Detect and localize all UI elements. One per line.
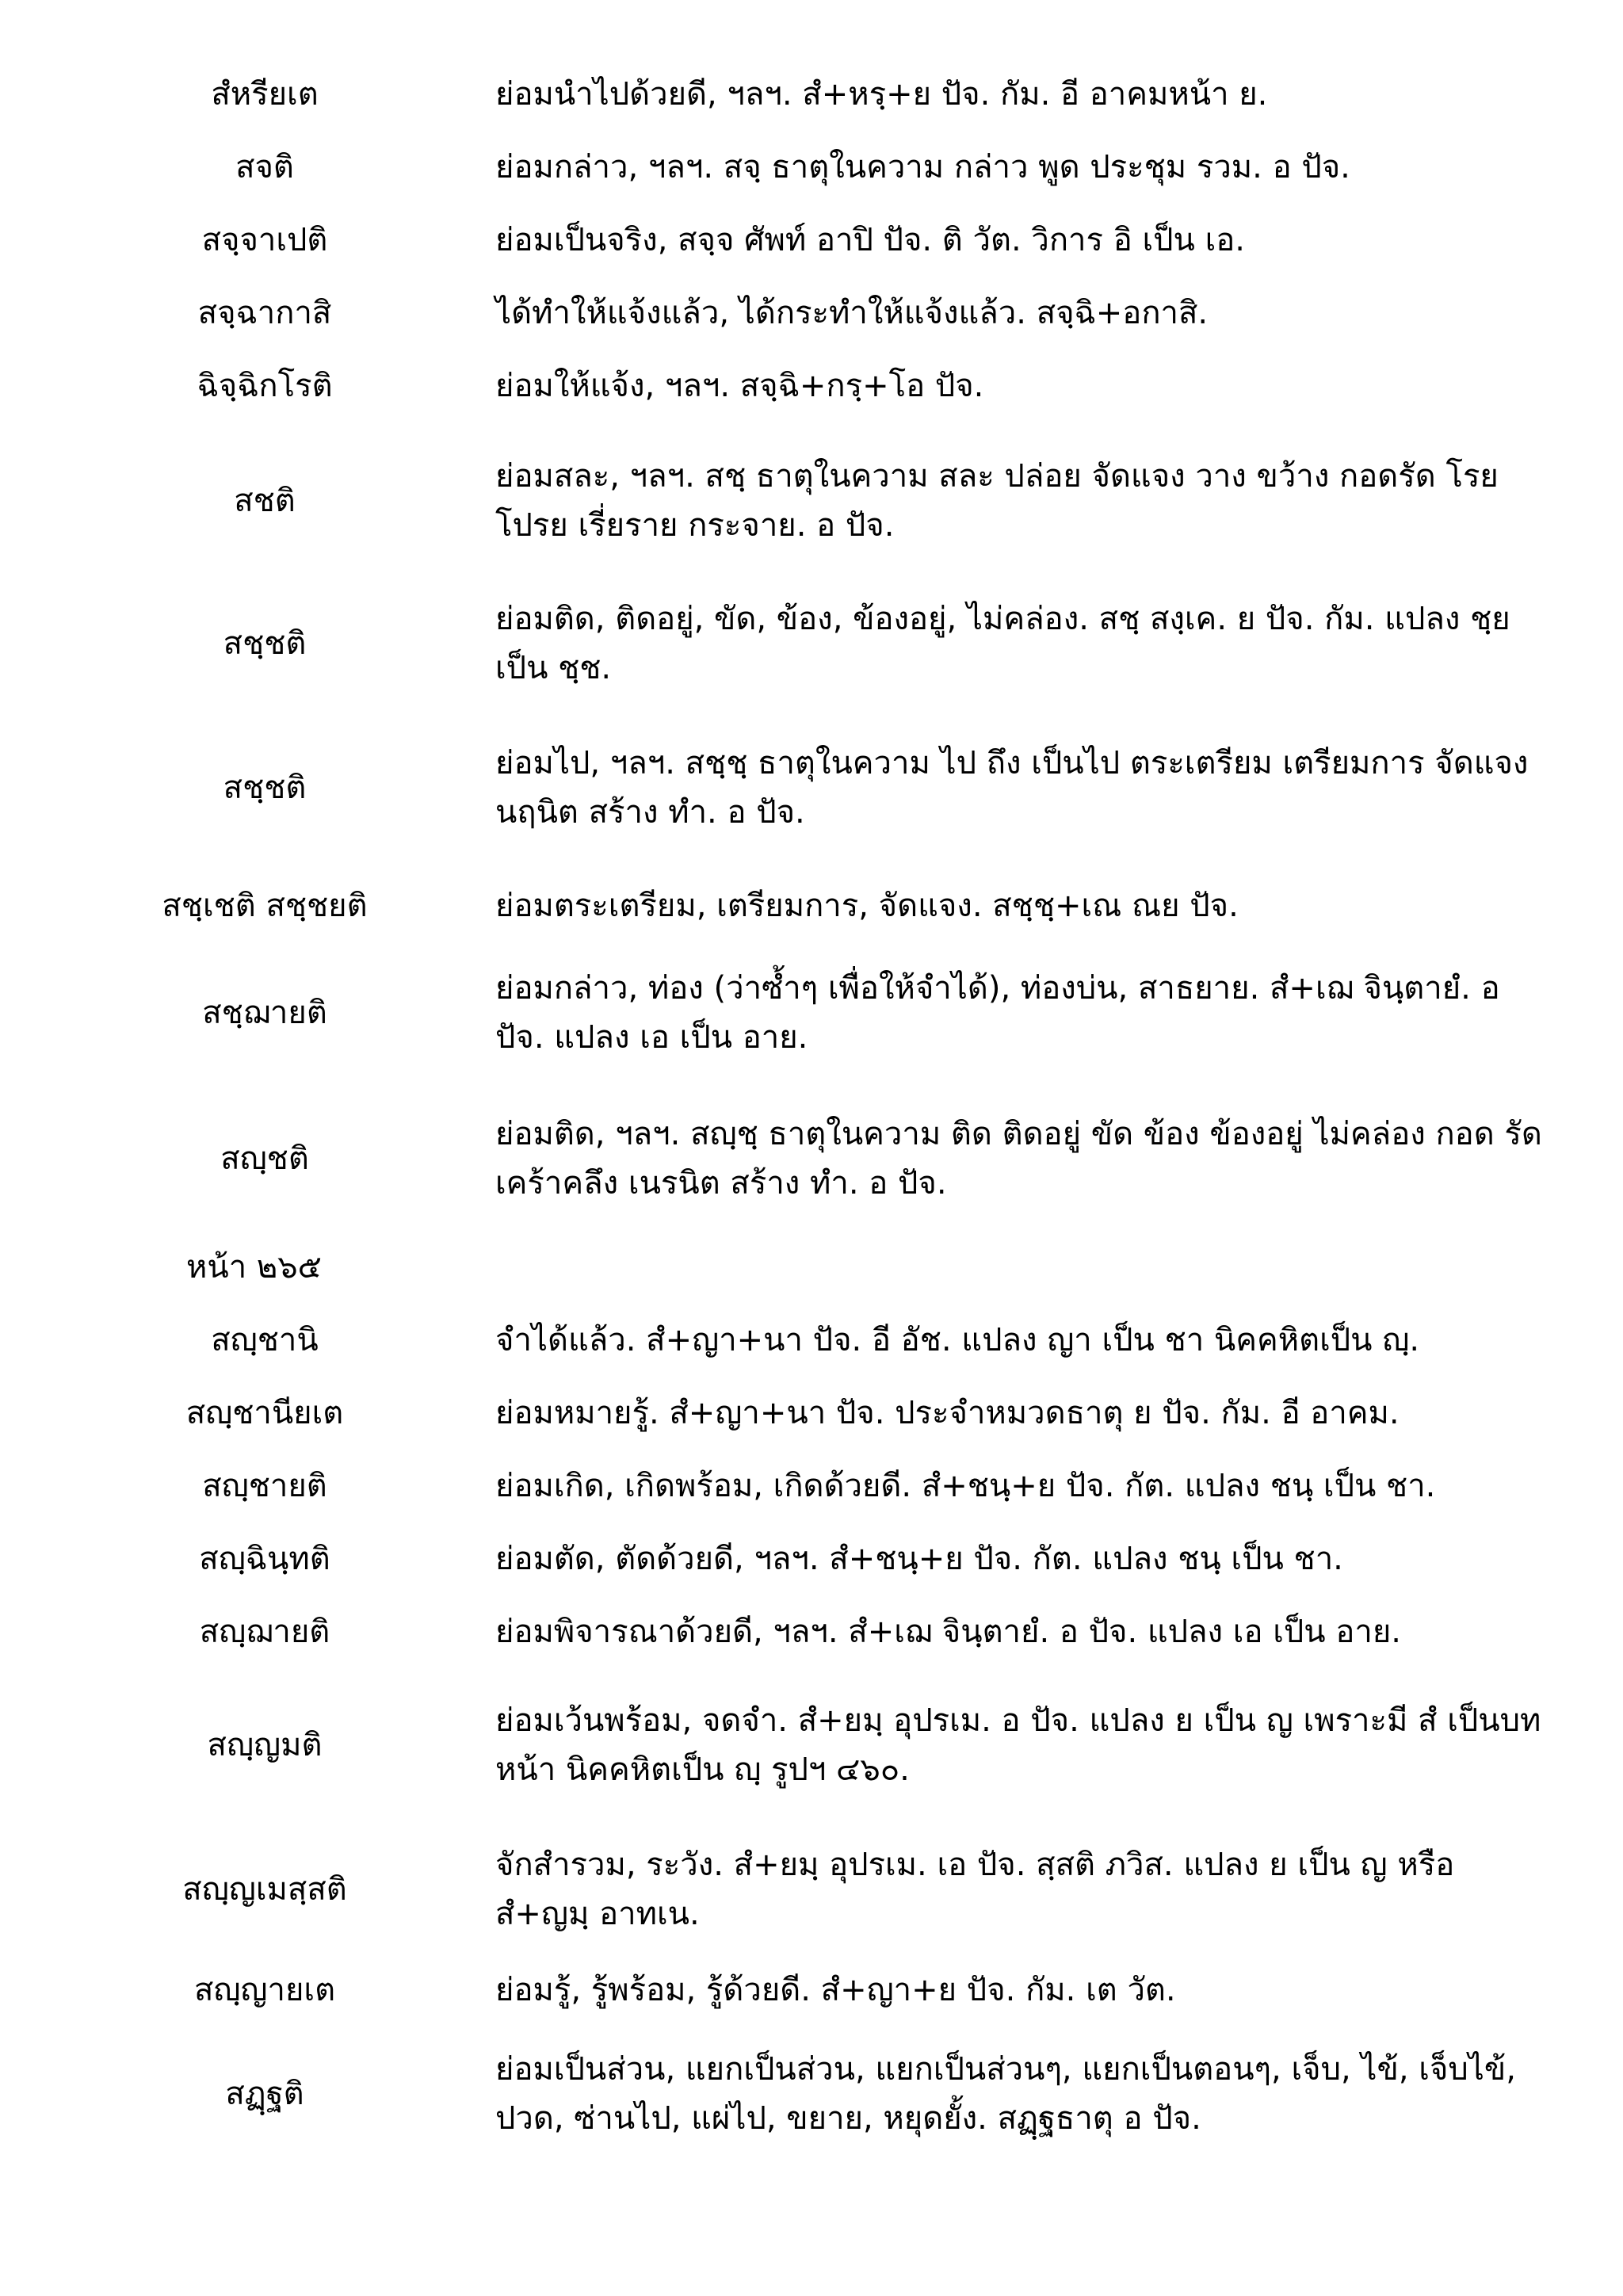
entry-definition: ย่อมเป็นจริง, สจฺจ ศัพท์ อาปิ ปัจ. ติ วัต. วิการ อิ เป็น เอ. (495, 222, 1245, 258)
entry-headword: สจฺฉากาสิ (197, 295, 332, 331)
entry-headword: สฏฺฐติ (225, 2076, 304, 2112)
entry-definition: จำได้แล้ว. สํ+ญา+นา ปัจ. อี อัช. แปลง ญา เป็น ชา นิคคหิตเป็น ญฺ. (495, 1322, 1420, 1358)
dictionary-entry (0, 1389, 1623, 1438)
entry-headword: สจฺจาเปติ (201, 222, 328, 258)
dictionary-entry (0, 1696, 1623, 1794)
dictionary-entry (0, 1461, 1623, 1511)
entry-headword: สญฺชติ (220, 1140, 309, 1177)
entry-definition: ย่อมกล่าว, ฯลฯ. สจฺ ธาตุในความ กล่าว พูด ประชุม รวม. อ ปัจ. (495, 149, 1350, 185)
entry-definition: ย่อมเว้นพร้อม, จดจำ. สํ+ยมฺ อุปรเม. อ ปัจ. แปลง ย เป็น ญ เพราะมี สํ เป็นบทหน้า นิคคหิตเป็น ญฺ รูปฯ ๔๖๐. (495, 1702, 1541, 1788)
entry-headword: สํหรียเต (211, 76, 319, 113)
dictionary-entry (0, 1840, 1623, 1939)
entry-definition: ย่อมให้แจ้ง, ฯลฯ. สจฺฉิ+กรฺ+โอ ปัจ. (495, 368, 984, 404)
dictionary-entry (0, 1607, 1623, 1656)
entry-headword: สญฺชานิ (211, 1322, 319, 1358)
entry-headword: สญฺญายเต (193, 1972, 336, 2008)
entry-headword: สญฺญเมสฺสติ (182, 1871, 347, 1908)
entry-headword: สชฺชติ (223, 770, 307, 806)
dictionary-entry (0, 1534, 1623, 1584)
entry-definition: ย่อมตระเตรียม, เตรียมการ, จัดแจง. สชฺชฺ+เณ ณย ปัจ. (495, 888, 1239, 924)
dictionary-entry (0, 361, 1623, 411)
page-number-marker: หน้า ๒๖๕ (186, 1249, 322, 1286)
dictionary-entry (0, 881, 1623, 930)
entry-definition: ย่อมติด, ฯลฯ. สญฺชฺ ธาตุในความ ติด ติดอยู่ ขัด ข้อง ข้องอยู่ ไม่คล่อง กอด รัด เคร้าคลึง เนรนิต สร้าง ทำ. อ ปัจ. (495, 1116, 1542, 1201)
entry-definition: ย่อมพิจารณาด้วยดี, ฯลฯ. สํ+เฌ จินฺตายํ. อ ปัจ. แปลง เอ เป็น อาย. (495, 1614, 1401, 1650)
dictionary-entry (0, 1110, 1623, 1208)
dictionary-entry (0, 1316, 1623, 1365)
entry-headword: สญฺญมติ (207, 1727, 323, 1763)
entry-definition: ย่อมรู้, รู้พร้อม, รู้ด้วยดี. สํ+ญา+ย ปัจ. กัม. เต วัต. (495, 1972, 1176, 2008)
entry-headword: สชฺชติ (223, 625, 307, 662)
dictionary-entry (0, 143, 1623, 192)
entry-definition: ย่อมกล่าว, ท่อง (ว่าซ้ำๆ เพื่อให้จำได้), ท่องบ่น, สาธยาย. สํ+เฌ จินฺตายํ. อ ปัจ. แปลง เอ เป็น อาย. (495, 970, 1500, 1056)
dictionary-entry (0, 288, 1623, 338)
entry-definition: ย่อมนำไปด้วยดี, ฯลฯ. สํ+หรฺ+ย ปัจ. กัม. อี อาคมหน้า ย. (495, 76, 1268, 113)
entry-headword: สญฺชานียเต (185, 1395, 344, 1431)
entry-headword: สชติ (234, 483, 296, 519)
dictionary-entry (0, 1966, 1623, 2015)
entry-definition: ย่อมไป, ฯลฯ. สชฺชฺ ธาตุในความ ไป ถึง เป็นไป ตระเตรียม เตรียมการ จัดแจง นฤนิต สร้าง ทำ. อ ปัจ. (495, 745, 1529, 831)
entry-headword: สญฺฌายติ (199, 1614, 330, 1650)
dictionary-entry (0, 2045, 1623, 2143)
entry-headword: สจติ (235, 149, 294, 185)
entry-headword: สญฺฉินฺทติ (199, 1541, 330, 1577)
entry-definition: ย่อมเป็นส่วน, แยกเป็นส่วน, แยกเป็นส่วนๆ, แยกเป็นตอนๆ, เจ็บ, ไข้, เจ็บไข้, ปวด, ซ่านไป, แผ่ไป, ขยาย, หยุดยั้ง. สฏฺฐธาตุ อ ปัจ. (495, 2051, 1516, 2137)
dictionary-entry (0, 452, 1623, 550)
entry-definition: ย่อมตัด, ตัดด้วยดี, ฯลฯ. สํ+ชนฺ+ย ปัจ. กัต. แปลง ชนฺ เป็น ชา. (495, 1541, 1343, 1577)
entry-definition: ย่อมติด, ติดอยู่, ขัด, ข้อง, ข้องอยู่, ไม่คล่อง. สชฺ สงฺเค. ย ปัจ. กัม. แปลง ชฺย เป็น ชฺช. (495, 601, 1510, 686)
dictionary-entry (0, 739, 1623, 837)
dictionary-entry (0, 594, 1623, 693)
dictionary-entry (0, 216, 1623, 265)
entry-definition: ย่อมเกิด, เกิดพร้อม, เกิดด้วยดี. สํ+ชนฺ+ย ปัจ. กัต. แปลง ชนฺ เป็น ชา. (495, 1468, 1436, 1504)
entry-definition: ได้ทำให้แจ้งแล้ว, ได้กระทำให้แจ้งแล้ว. สจฺฉิ+อกาสิ. (495, 295, 1209, 331)
entry-headword: ฉิจฺฉิกโรติ (197, 368, 333, 404)
dictionary-entry (0, 964, 1623, 1062)
dictionary-entry (0, 70, 1623, 119)
entry-headword: สชฺเชติ สชฺชยติ (162, 888, 368, 924)
entry-definition: ย่อมสละ, ฯลฯ. สชฺ ธาตุในความ สละ ปล่อย จัดแจง วาง ขว้าง กอดรัด โรย โปรย เรี่ยราย กระจาย. อ ปัจ. (495, 458, 1499, 544)
entry-definition: ย่อมหมายรู้. สํ+ญา+นา ปัจ. ประจำหมวดธาตุ ย ปัจ. กัม. อี อาคม. (495, 1395, 1400, 1431)
entry-headword: สญฺชายติ (202, 1468, 327, 1504)
entry-definition: จักสำรวม, ระวัง. สํ+ยมฺ อุปรเม. เอ ปัจ. สฺสติ ภวิส. แปลง ย เป็น ญ หรือ สํ+ญมฺ อาทเน. (495, 1847, 1455, 1932)
entry-headword: สชฺฌายติ (202, 995, 327, 1031)
